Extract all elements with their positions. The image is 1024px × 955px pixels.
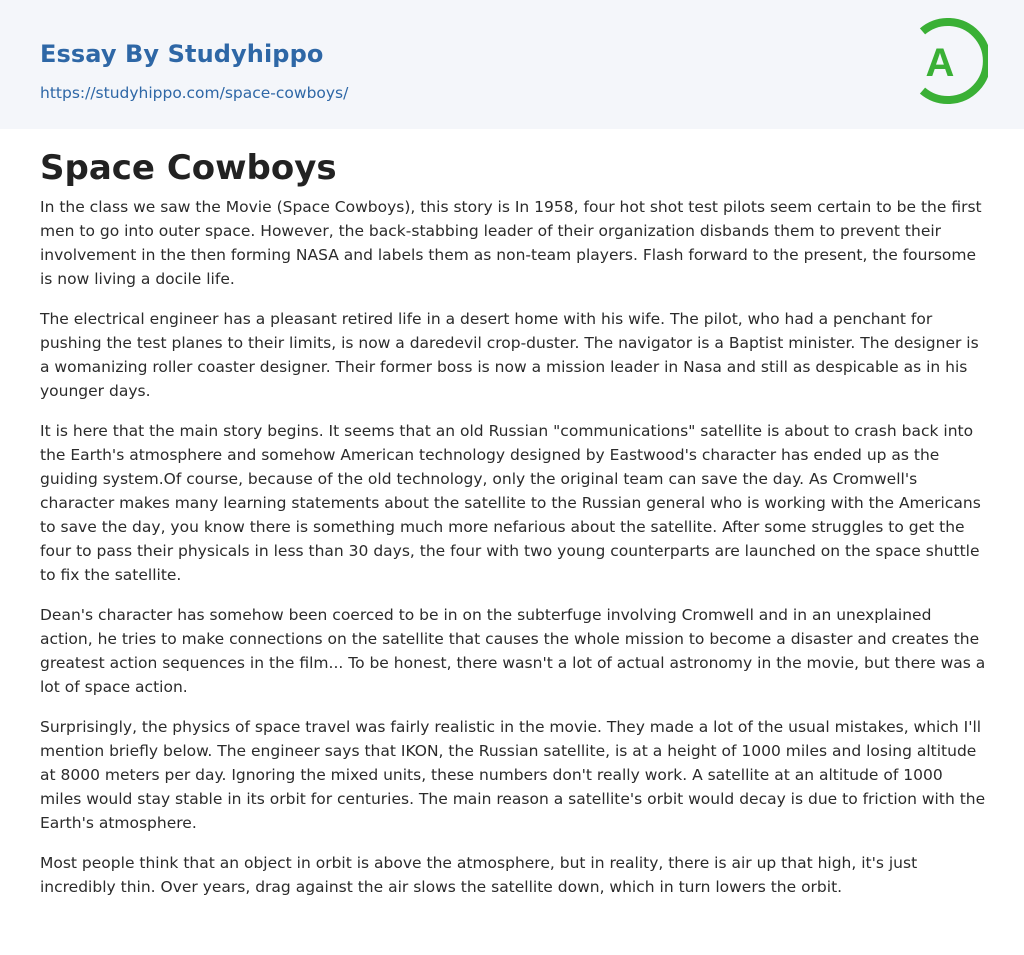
essay-paragraph: The electrical engineer has a pleasant retired life in a desert home with his wife. The pilot, who had a penchant for pushing the test planes to their limits, is now a daredevil crop-duster. The navigator is a Baptist minister. The designer is a womanizing roller coaster designer. Their former boss is now a mission leader in Nasa and still as despicable as in his younger days. [40, 310, 979, 400]
essay-paragraph: Dean's character has somehow been coerced to be in on the subterfuge involving Cromwell and in an unexplained action, he tries to make connections on the satellite that causes the whole mission to become a disaster and creates the greatest action sequences in the film... To be honest, there wasn't a lot of actual astronomy in the movie, but there was a lot of space action. [40, 606, 986, 696]
page-header [0, 0, 1024, 129]
essay-title: Space Cowboys [40, 148, 337, 188]
essay-paragraph: Most people think that an object in orbit is above the atmosphere, but in reality, there is air up that high, it's just incredibly thin. Over years, drag against the air slows the satellite down, which in turn lowers the orbit. [40, 854, 918, 896]
essay-paragraph: In the class we saw the Movie (Space Cowboys), this story is In 1958, four hot shot test pilots seem certain to be the first men to go into outer space. However, the back-stabbing leader of their organization disbands them to prevent their involvement in the then forming NASA and labels them as non-team players. Flash forward to the present, the foursome is now living a docile life. [40, 198, 982, 288]
brand-title: Essay By Studyhippo [40, 40, 324, 68]
studyhippo-logo-icon[interactable] [910, 18, 988, 106]
essay-content [40, 145, 988, 915]
logo-letter: A [925, 41, 955, 85]
essay-paragraph: Surprisingly, the physics of space travel was fairly realistic in the movie. They made a lot of the usual mistakes, which I'll mention briefly below. The engineer says that IKON, the Russian satellite, is at a height of 1000 miles and losing altitude at 8000 meters per day. Ignoring the mixed units, these numbers don't really work. A satellite at an altitude of 1000 miles would stay stable in its orbit for centuries. The main reason a satellite's orbit would decay is due to friction with the Earth's atmosphere. [40, 718, 986, 832]
essay-url-link[interactable]: https://studyhippo.com/space-cowboys/ [40, 84, 349, 102]
essay-paragraph: It is here that the main story begins. It seems that an old Russian "communications" satellite is about to crash back into the Earth's atmosphere and somehow American technology designed by Eastwood's character has ended up as the guiding system.Of course, because of the old technology, only the original team can save the day. As Cromwell's character makes many learning statements about the satellite to the Russian general who is working with the Americans to save the day, you know there is something much more nefarious about the satellite. After some struggles to get the four to pass their physicals in less than 30 days, the four with two young counterparts are launched on the space shuttle to fix the satellite. [40, 422, 981, 584]
